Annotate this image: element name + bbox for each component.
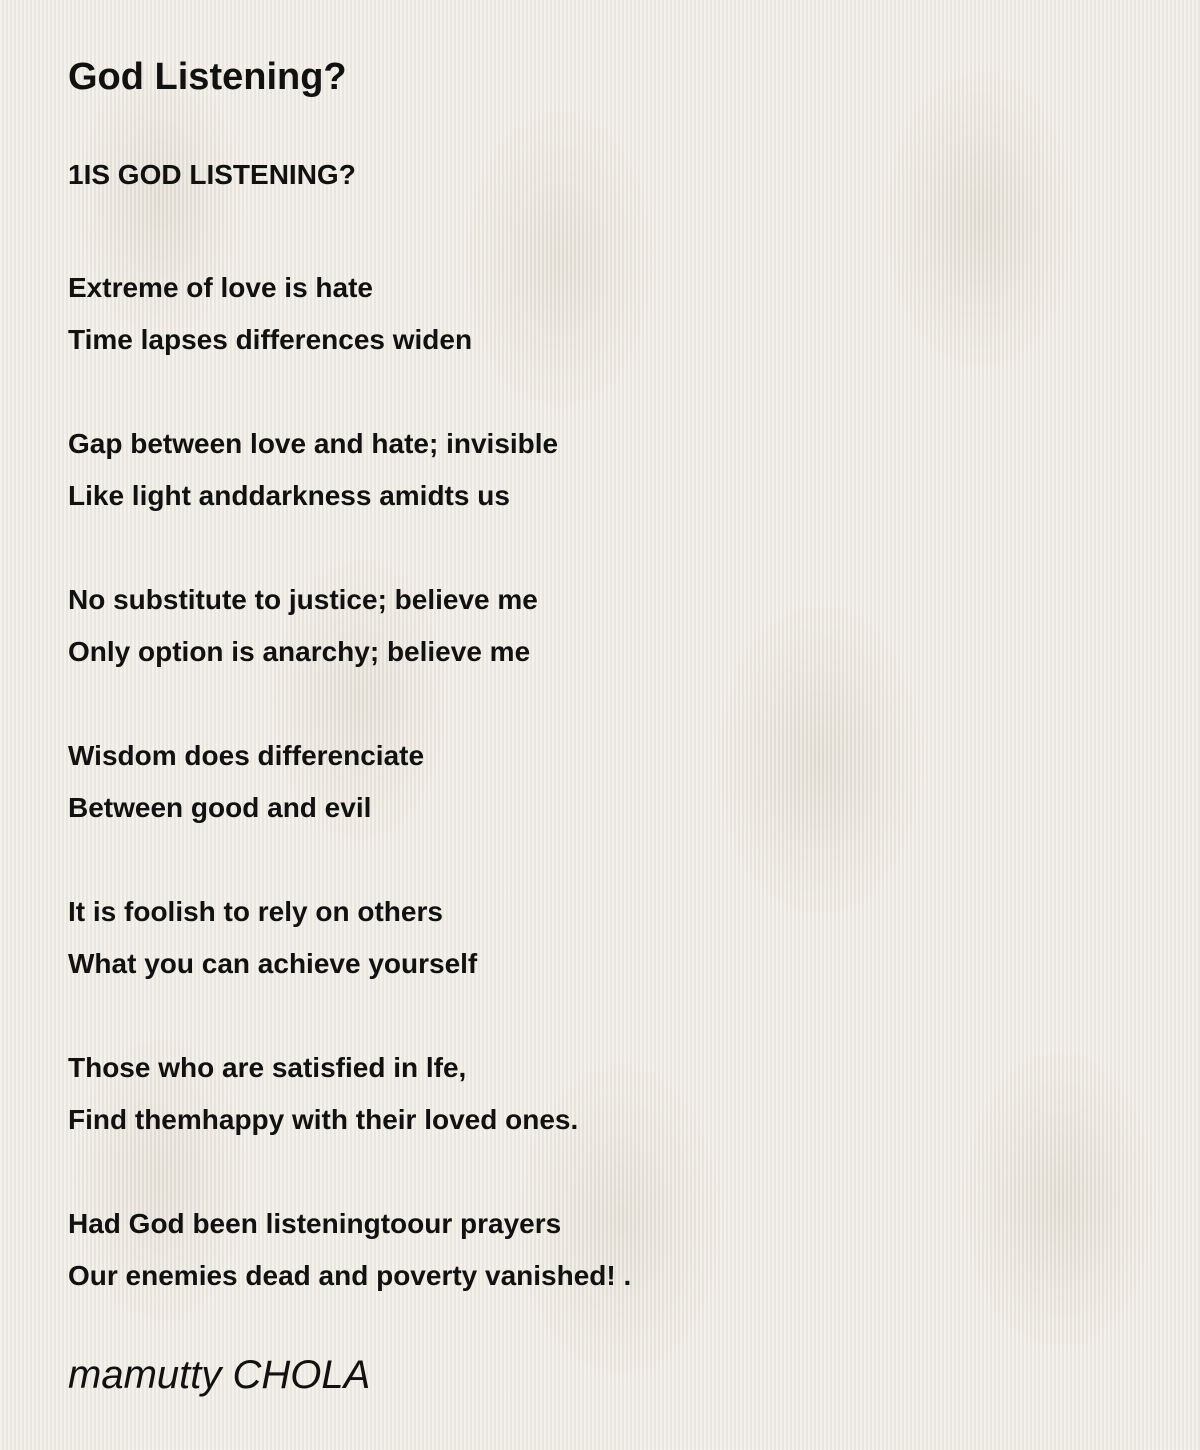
poem-line: No substitute to justice; believe me (68, 584, 538, 615)
poem-line: It is foolish to rely on others (68, 896, 443, 927)
stanza-4 (68, 730, 631, 834)
poem-body (68, 262, 631, 1354)
stanza-6 (68, 1042, 631, 1146)
poem-line: What you can achieve yourself (68, 948, 478, 979)
stanza-3 (68, 574, 631, 678)
poem-line: Our enemies dead and poverty vanished! . (68, 1260, 632, 1291)
stanza-2 (68, 418, 631, 522)
poem-line: Only option is anarchy; believe me (68, 636, 531, 667)
poem-line: Those who are satisfied in lfe, (68, 1052, 467, 1083)
stanza-7 (68, 1198, 631, 1302)
poem-line: Like light anddarkness amidts us (68, 480, 510, 511)
poem-line: Extreme of love is hate (68, 272, 374, 303)
stanza-5 (68, 886, 631, 990)
poem-line: Gap between love and hate; invisible (68, 428, 559, 459)
poem-title: God Listening? (68, 56, 347, 98)
poem-line: Had God been listeningtoour prayers (68, 1208, 562, 1239)
stanza-1 (68, 262, 631, 366)
poem-line: Wisdom does differenciate (68, 740, 425, 771)
poem-heading: 1IS GOD LISTENING? (68, 159, 356, 190)
poem-author: mamutty CHOLA (68, 1353, 371, 1397)
poem-line: Time lapses differences widen (68, 324, 473, 355)
poem-line: Find themhappy with their loved ones. (68, 1104, 579, 1135)
poem-line: Between good and evil (68, 792, 372, 823)
